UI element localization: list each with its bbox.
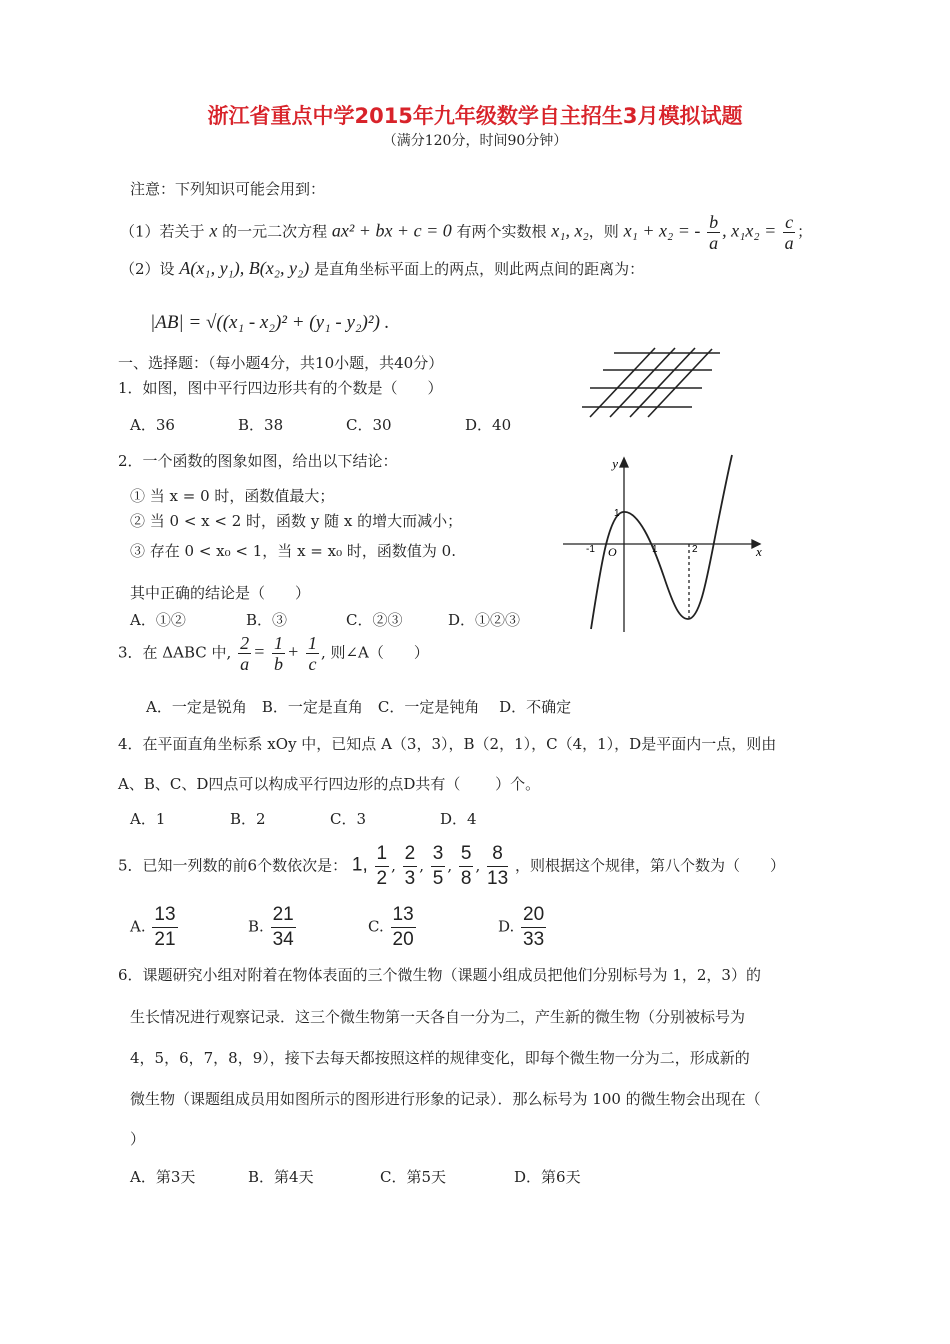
fraction-1-over-b: $\frac{1}{b}$ xyxy=(274,633,284,674)
seq-term-fraction: $\frac{5}{8}$ xyxy=(460,843,472,889)
q6-line-1: 6．课题研究小组对附着在物体表面的三个微生物（课题小组成员把他们分别标号为 1，2，3）的 xyxy=(118,966,761,984)
option-fraction: $\frac{13}{21}$ xyxy=(154,904,176,950)
q2-option-d: D．①②③ xyxy=(448,611,521,629)
option-fraction: $\frac{13}{20}$ xyxy=(392,904,414,950)
q1-option-a: A．36 xyxy=(130,416,175,434)
notice-item2-prefix: （2）设 xyxy=(120,260,175,278)
function-curve xyxy=(591,455,732,629)
roots-product: , x₁x₂ = xyxy=(722,220,777,241)
q2-option-c: C．②③ xyxy=(346,611,403,629)
page-title: 浙江省重点中学2015年九年级数学自主招生3月模拟试题 xyxy=(207,104,743,128)
q6-line-2: 生长情况进行观察记录．这三个微生物第一天各自一分为二，产生新的微生物（分别被标号为 xyxy=(130,1008,746,1026)
notice-item2-text: 是直角坐标平面上的两点，则此两点间的距离为： xyxy=(314,260,645,278)
q6-line-4: 微生物（课题组成员用如图所示的图形进行形象的记录）．那么标号为 100 的微生物会出现在（ xyxy=(130,1090,761,1108)
q2-text: 2．一个函数的图象如图，给出以下结论： xyxy=(118,452,398,470)
section-heading: 一、选择题：（每小题4分，共10小题，共40分） xyxy=(118,354,444,372)
plus-sign: + xyxy=(287,641,300,662)
option-fraction: $\frac{21}{34}$ xyxy=(272,904,294,950)
notice-item-2 xyxy=(120,258,644,279)
q4-option-b: B．2 xyxy=(230,810,266,828)
fraction-1-over-c: $\frac{1}{c}$ xyxy=(307,633,317,674)
q2-conclusion-3: ③ 存在 0 < x₀ < 1，当 x = x₀ 时，函数值为 0. xyxy=(130,542,456,560)
q3-suffix: , 则∠A（ ） xyxy=(320,643,429,662)
equals-sign: = xyxy=(253,641,266,662)
fraction-2-over-a: $\frac{2}{a}$ xyxy=(240,633,250,674)
q4-option-a: A．1 xyxy=(130,810,166,828)
q2-ask: 其中正确的结论是（ ） xyxy=(130,584,311,602)
var-x: x xyxy=(209,220,218,241)
q6-line-5: ） xyxy=(130,1130,146,1148)
points-ab: A(x₁, y₁), B(x₂, y₂) xyxy=(179,258,310,278)
seq-term-fraction: $\frac{1}{2}$ xyxy=(376,843,388,889)
tick-1-label: 1 xyxy=(652,544,658,555)
q4-line-2: A、B、C、D四点可以构成平行四边形的点D共有（ ）个。 xyxy=(118,775,541,793)
q1-option-d: D．40 xyxy=(465,416,512,434)
seq-term-fraction: $\frac{3}{5}$ xyxy=(432,843,444,889)
q2-option-b: B．③ xyxy=(246,611,288,629)
q1-option-c: C．30 xyxy=(346,416,392,434)
distance-formula: |AB| = √((x₁ - x₂)² + (y₁ - y₂)²) . xyxy=(150,312,390,333)
q5-option-a: A. $\frac{13}{21}$ xyxy=(130,904,176,950)
roots-text: 有两个实数根 xyxy=(456,222,547,241)
q3-stem xyxy=(118,633,429,674)
roots-sum: x₁ + x₂ = - xyxy=(623,220,701,241)
quadratic-equation: ax² + bx + c = 0 xyxy=(331,220,452,241)
seq-term-fraction: $\frac{2}{3}$ xyxy=(404,843,416,889)
x-axis-label: x xyxy=(756,544,762,559)
q6-option-a: A．第3天 xyxy=(130,1168,196,1186)
seq-term-fraction: $\frac{8}{13}$ xyxy=(487,843,509,889)
q5-option-d: D. $\frac{20}{33}$ xyxy=(498,904,545,950)
q6-option-b: B．第4天 xyxy=(248,1168,314,1186)
q1-text: 1．如图，图中平行四边形共有的个数是（ ） xyxy=(118,379,443,397)
q5-option-b: B. $\frac{21}{34}$ xyxy=(248,904,294,950)
q1-option-b: B．38 xyxy=(238,416,284,434)
q5-suffix: ，则根据这个规律，第八个数为（ ） xyxy=(514,856,785,875)
q6-option-d: D．第6天 xyxy=(514,1168,581,1186)
y-tick-1-label: 1 xyxy=(614,508,620,519)
q5-prefix: 5．已知一列数的前6个数依次是： xyxy=(118,856,348,875)
page-subtitle: （满分120分，时间90分钟） xyxy=(382,133,568,149)
q4-option-d: D．4 xyxy=(440,810,477,828)
q4-option-c: C．3 xyxy=(330,810,367,828)
fraction-c-over-a: $\frac{c}{a}$ xyxy=(784,212,794,253)
q2-option-a: A．①② xyxy=(130,611,186,629)
q3-options: A．一定是锐角 B．一定是直角 C．一定是钝角 D．不确定 xyxy=(146,698,572,716)
notice-item1-end: ； xyxy=(797,222,813,241)
q4-line-1: 4．在平面直角坐标系 xOy 中，已知点 A（3，3），B（2，1），C（4，1），D是平面内一点，则由 xyxy=(118,735,777,753)
q2-conclusion-2: ② 当 0 < x < 2 时，函数 y 随 x 的增大而减小； xyxy=(130,512,463,530)
fraction-b-over-a: $\frac{b}{a}$ xyxy=(709,212,719,253)
function-graph-figure xyxy=(560,452,770,637)
q6-option-c: C．第5天 xyxy=(380,1168,447,1186)
notice-item-1 xyxy=(120,212,812,253)
roots: x₁, x₂ xyxy=(551,220,589,241)
then-text: ，则 xyxy=(588,222,619,241)
q3-prefix: 3．在 ΔABC 中, xyxy=(118,643,232,662)
q6-line-3: 4，5，6，7，8，9），接下去每天都按照这样的规律变化，即每个微生物一分为二，形成新的 xyxy=(130,1049,750,1067)
seq-term-1: 1, xyxy=(351,854,368,876)
q2-conclusion-1: ① 当 x = 0 时，函数值最大； xyxy=(130,487,335,505)
q5-stem: 5．已知一列数的前6个数依次是： 1, $\frac{1}{2}$ , $\frac{2}{3}$ , $\frac{3}{5}$ , $\frac{5}{8}$ , $\frac{8}{13}$ ，则根据这个规律，第八个数为（ ） xyxy=(118,843,785,889)
y-axis-arrow xyxy=(620,458,628,467)
origin-label: O xyxy=(608,545,617,559)
option-fraction: $\frac{20}{33}$ xyxy=(523,904,545,950)
tick-2-label: 2 xyxy=(692,544,698,555)
notice-heading: 注意：下列知识可能会用到： xyxy=(130,180,326,198)
notice-item1-mid: 的一元二次方程 xyxy=(222,222,328,241)
parallelogram-grid-figure xyxy=(578,345,728,425)
tick-neg1-label: -1 xyxy=(586,544,595,555)
y-axis-label: y xyxy=(612,456,618,471)
notice-item1-prefix: （1）若关于 xyxy=(120,222,205,241)
q5-option-c: C. $\frac{13}{20}$ xyxy=(368,904,414,950)
